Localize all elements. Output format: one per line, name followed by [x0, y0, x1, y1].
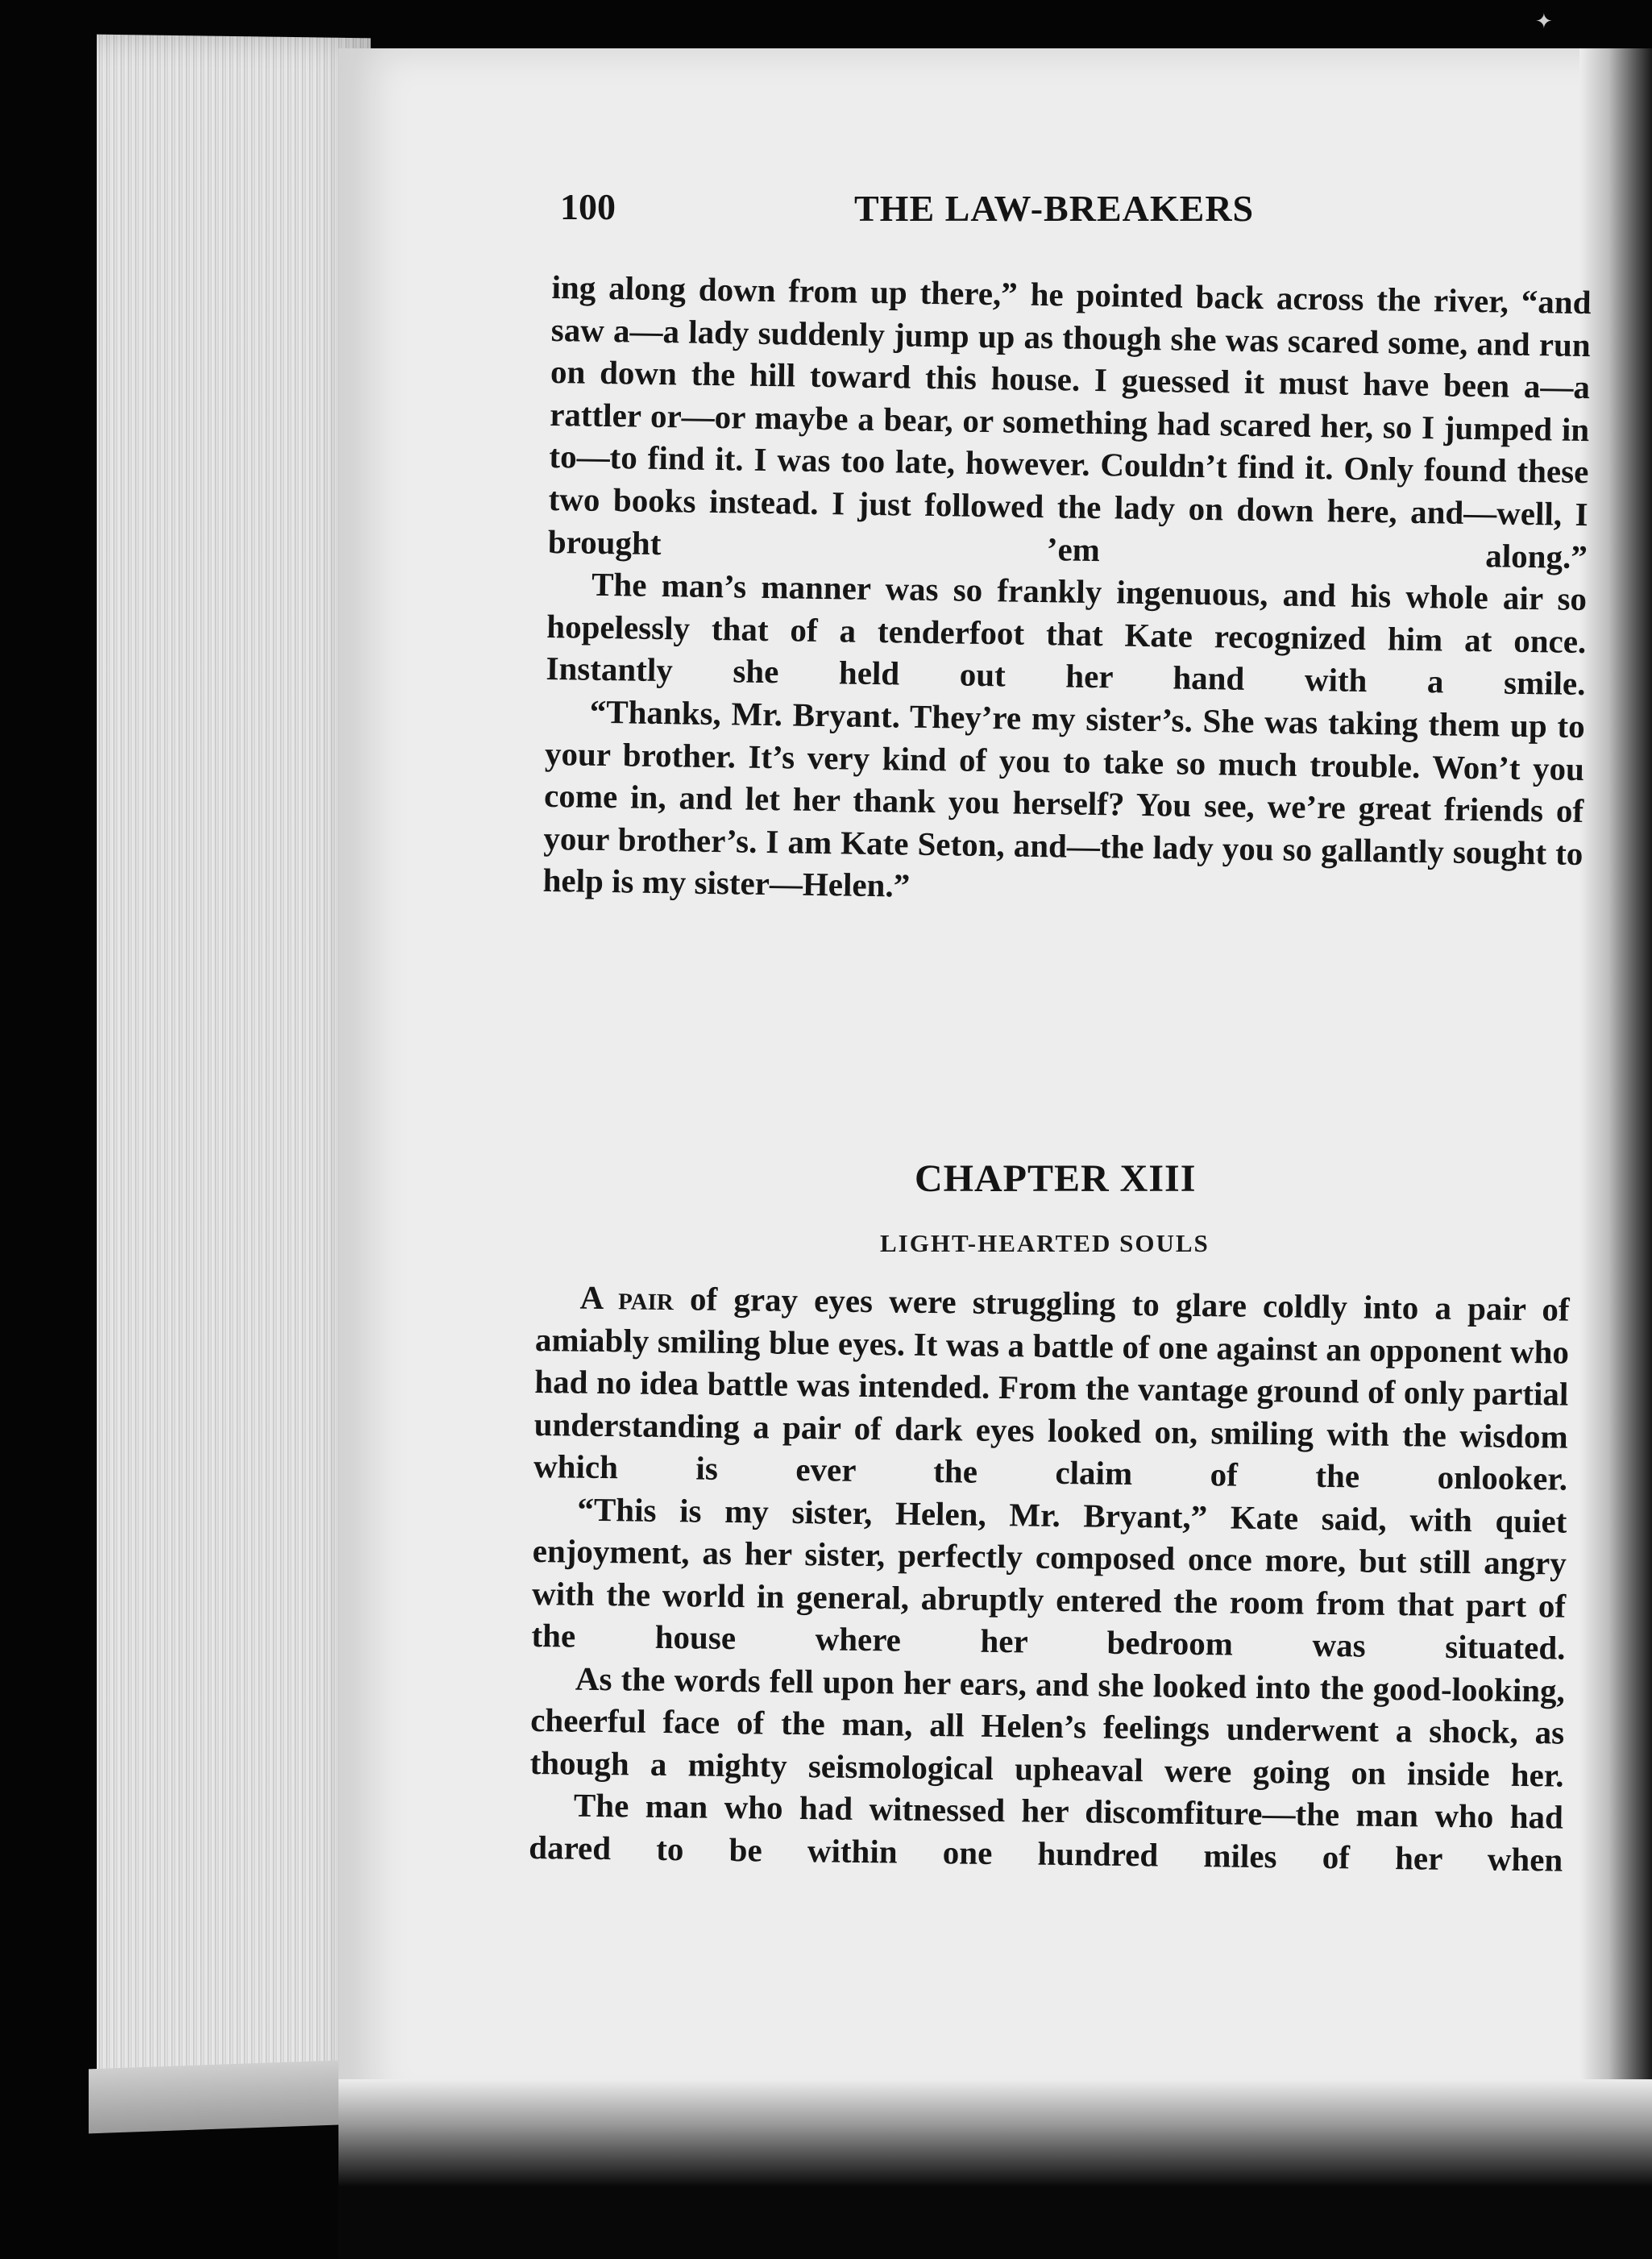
paragraph-introduction: “This is my sister, Helen, Mr. Bryant,” Kate said, with quiet enjoyment, as her sister, perfectly composed once more, but still angry with the world in general, abruptly entered the room from that part of the house where her bedroom was situated. — [531, 1490, 1567, 1667]
smallcaps-word: pair — [617, 1279, 674, 1318]
paragraph-continuation: ing along down from up there,” he pointed back across the river, “and saw a—a lady suddenly jump up as though she was scared some, and run on down the hill toward this house. I guessed it must have been a—a rattler or—or maybe a bear, or something had scared her, so I jumped in to—to find it. I was too late, however. Couldn’t find it. Only found these two books instead. I just followed the lady on down here, and—well, I brought ’em along.” — [547, 268, 1592, 575]
book-page-edges — [97, 35, 371, 2110]
page-bottom-shadow — [338, 2079, 1652, 2259]
paragraph-gray-eyes — [533, 1276, 1570, 1500]
page-number: 100 — [560, 186, 616, 227]
paragraph-manner: The man’s manner was so frankly ingenuous, and his whole air so hopelessly that of a tenderfoot that Kate recognized him at once. Instantly she held out her hand with a smile. — [546, 565, 1588, 703]
top-text-block — [542, 266, 1592, 917]
paragraph-gray-eyes-rest: of gray eyes were struggling to glare coldly into a pair of amiably smiling blue eyes. It was a battle of one against an opponent who had no idea battle was intended. From the vantage ground of only partial understanding a pair of dark eyes looked on, smiling with the wisdom which is ever the claim of the onlooker. — [533, 1280, 1570, 1497]
drop-word: A — [579, 1278, 603, 1317]
page-right-shadow — [1579, 48, 1652, 2144]
corner-mark-icon: ✦ — [1535, 10, 1553, 34]
page-header — [560, 185, 1326, 242]
bottom-text-block — [529, 1276, 1570, 1881]
paragraph-discomfiture: The man who had witnessed her discomfiture—the man who had dared to be within one hundred miles of her when — [529, 1786, 1564, 1879]
paragraph-shock: As the words fell upon her ears, and she looked into the good-looking, cheerful face of the man, all Helen’s feelings underwent a shock, as though a mighty seismological upheaval were going on inside her. — [529, 1659, 1566, 1794]
chapter-subtitle: LIGHT-HEARTED SOULS — [880, 1229, 1210, 1257]
paragraph-thanks: “Thanks, Mr. Bryant. They’re my sister’s. She was taking them up to your brother. It’s very kind of you to take so much trouble. Won’t you come in, and let her thank you herself? You see, we’re great friends of your brother’s. I am Kate Seton, and—the lady you so gallantly sought to help is my sister—Helen.” — [542, 692, 1586, 904]
chapter-title: CHAPTER XIII — [915, 1157, 1197, 1200]
running-title: THE LAW-BREAKERS — [854, 188, 1255, 229]
